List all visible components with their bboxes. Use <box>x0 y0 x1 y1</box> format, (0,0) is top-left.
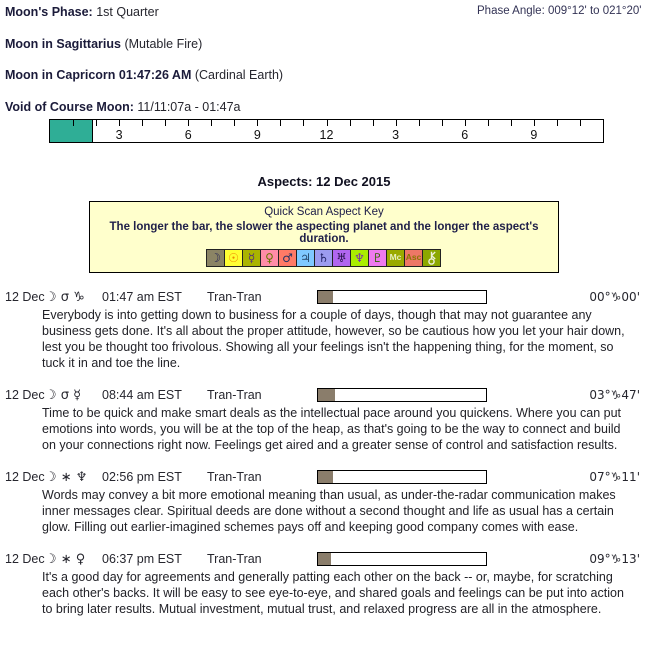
timeline-hour-tick <box>488 120 489 126</box>
entry-type: Tran-Tran <box>207 289 262 304</box>
aspect-entry-header <box>0 552 648 567</box>
timeline-hour-tick <box>580 120 581 126</box>
duration-bar <box>317 552 487 566</box>
aspect-entry <box>0 388 648 453</box>
duration-bar <box>317 470 487 484</box>
timeline-hour-tick <box>511 120 512 126</box>
entry-date: 12 Dec <box>5 551 45 566</box>
entry-type: Tran-Tran <box>207 551 262 566</box>
timeline-hour-tick <box>280 120 281 126</box>
timeline-hour-tick <box>257 120 258 126</box>
entry-degree: 00°♑00' <box>589 289 640 304</box>
moon-sextile-neptune-glyphs: ☽ ∗ ♆ <box>45 469 88 485</box>
jupiter-icon: ♃ <box>296 249 315 267</box>
timeline-hour-tick <box>465 120 466 126</box>
timeline-hour-tick <box>396 120 397 126</box>
moon-icon: ☽ <box>206 249 225 267</box>
void-timeline <box>49 119 604 143</box>
timeline-hour-label: 6 <box>184 127 192 142</box>
entry-degree: 09°♑13' <box>589 551 640 566</box>
chiron-icon <box>422 249 441 267</box>
timeline-hour-tick <box>188 120 189 126</box>
venus-icon: ♀ <box>260 249 279 267</box>
timeline-hour-tick <box>442 120 443 126</box>
moon-conjunct-capricorn-glyphs: ☽ σ ♑ <box>45 289 85 305</box>
timeline-hour-tick <box>119 120 120 126</box>
duration-bar <box>317 290 487 304</box>
phase-angle: Phase Angle: 009°12' to 021°20' <box>477 5 642 17</box>
duration-bar-fill <box>318 389 335 401</box>
moon-sextile-venus-glyphs: ☽ ∗ ♀ <box>45 551 86 567</box>
void-of-course-row <box>5 100 648 115</box>
moon-conjunct-mercury-glyphs: ☽ σ ☿ <box>45 387 82 403</box>
mc-icon: Mc <box>386 249 405 267</box>
entry-date: 12 Dec <box>5 469 45 484</box>
duration-bar <box>317 388 487 402</box>
entry-text: It's a good day for agreements and generally patting each other on the back -- or, maybe, for scratching each other's backs. It will be easy to see eye-to-eye, and shared goals and feelings can be put into action to bring later results. Mutual investment, mutual trust, and relaxed progress are all in the atmosphere. <box>42 569 624 616</box>
moon-sign-note: (Mutable Fire) <box>124 36 203 51</box>
neptune-icon: ♆ <box>350 249 369 267</box>
sun-icon: ☉ <box>224 249 243 267</box>
moons-phase-label: Moon's Phase: <box>5 5 93 19</box>
timeline-hour-label: 9 <box>253 127 261 142</box>
uranus-icon: ♅ <box>332 249 351 267</box>
aspect-key-title: Quick Scan Aspect Key <box>264 205 384 218</box>
aspect-key-subtitle: The longer the bar, the slower the aspecting planet and the longer the aspect's duration. <box>109 220 539 245</box>
timeline-hour-label: 9 <box>530 127 538 142</box>
aspect-entry <box>0 470 648 535</box>
moon-ingress-row <box>5 68 648 83</box>
timeline-hour-tick <box>373 120 374 126</box>
moon-sign-row <box>5 37 648 52</box>
timeline-hour-tick <box>303 120 304 126</box>
entry-date: 12 Dec <box>5 387 45 402</box>
entry-time: 01:47 am EST <box>102 289 182 304</box>
aspect-entry-header <box>0 388 648 403</box>
saturn-icon: ♄ <box>314 249 333 267</box>
void-of-course-value: 11/11:07a - 01:47a <box>137 99 241 114</box>
aspect-entry <box>0 552 648 617</box>
entry-type: Tran-Tran <box>207 387 262 402</box>
entry-degree: 03°♑47' <box>589 387 640 402</box>
entry-time: 08:44 am EST <box>102 387 182 402</box>
timeline-hour-label: 6 <box>461 127 469 142</box>
timeline-hour-tick <box>534 120 535 126</box>
entry-time: 02:56 pm EST <box>102 469 182 484</box>
pluto-icon: ♇ <box>368 249 387 267</box>
void-timeline-fill <box>50 120 93 142</box>
void-of-course-label: Void of Course Moon: <box>5 99 134 114</box>
duration-bar-fill <box>318 471 333 483</box>
asc-icon: Asc <box>404 249 423 267</box>
timeline-hour-tick <box>96 120 97 126</box>
timeline-hour-tick <box>165 120 166 126</box>
quick-scan-aspect-key <box>89 201 559 273</box>
moon-report-header <box>0 0 648 115</box>
moon-sign-label: Moon in Sagittarius <box>5 36 121 51</box>
aspects-title: Aspects: 12 Dec 2015 <box>257 173 391 189</box>
moons-phase-value: 1st Quarter <box>96 5 159 19</box>
timeline-hour-label: 3 <box>392 127 400 142</box>
timeline-hour-label: 12 <box>319 127 334 142</box>
moon-ingress-note: (Cardinal Earth) <box>194 68 284 82</box>
mercury-icon: ☿ <box>242 249 261 267</box>
timeline-hour-tick <box>419 120 420 126</box>
entry-time: 06:37 pm EST <box>102 551 182 566</box>
aspect-entry <box>0 290 648 371</box>
timeline-hour-tick <box>211 120 212 126</box>
mars-icon: ♂ <box>278 249 297 267</box>
timeline-hour-tick <box>350 120 351 126</box>
moon-ingress-label: Moon in Capricorn 01:47:26 AM <box>5 68 192 82</box>
timeline-hour-tick <box>73 120 74 126</box>
entry-date: 12 Dec <box>5 289 45 304</box>
timeline-hour-tick <box>327 120 328 126</box>
entry-degree: 07°♑11' <box>589 469 640 484</box>
timeline-hour-tick <box>557 120 558 126</box>
aspect-entry-header <box>0 290 648 305</box>
entry-text: Words may convey a bit more emotional meaning than usual, as under-the-radar communication makes inner messages clear. Spiritual deeds are done without a second thought and life as usual has a certain glow. Filling out earlier-imagined schemes pays off and keeping good company comes with ease. <box>42 487 616 534</box>
entry-text: Time to be quick and make smart deals as the intellectual pace around you quickens. Where you can put emotions into words, you will be at the top of the heap, as that's going to be the way to connect and build on your connections right now. Feelings get aired and a greater sense of control and satisfaction results. <box>42 405 622 452</box>
entry-text: Everybody is into getting down to business for a couple of days, though that may not guarantee any business gets done. It's all about the proper attitude, however, so be cautious how you let your hair down, lest you be thought too frivolous. Showing all your feelings isn't the happening thing, for the moment, so tuck it in and toe the line. <box>42 307 625 370</box>
entry-type: Tran-Tran <box>207 469 262 484</box>
planet-icon-row <box>90 249 558 267</box>
duration-bar-fill <box>318 553 331 565</box>
aspect-entry-header <box>0 470 648 485</box>
timeline-hour-label: 3 <box>115 127 123 142</box>
timeline-hour-tick <box>142 120 143 126</box>
duration-bar-fill <box>318 291 333 303</box>
timeline-hour-tick <box>234 120 235 126</box>
